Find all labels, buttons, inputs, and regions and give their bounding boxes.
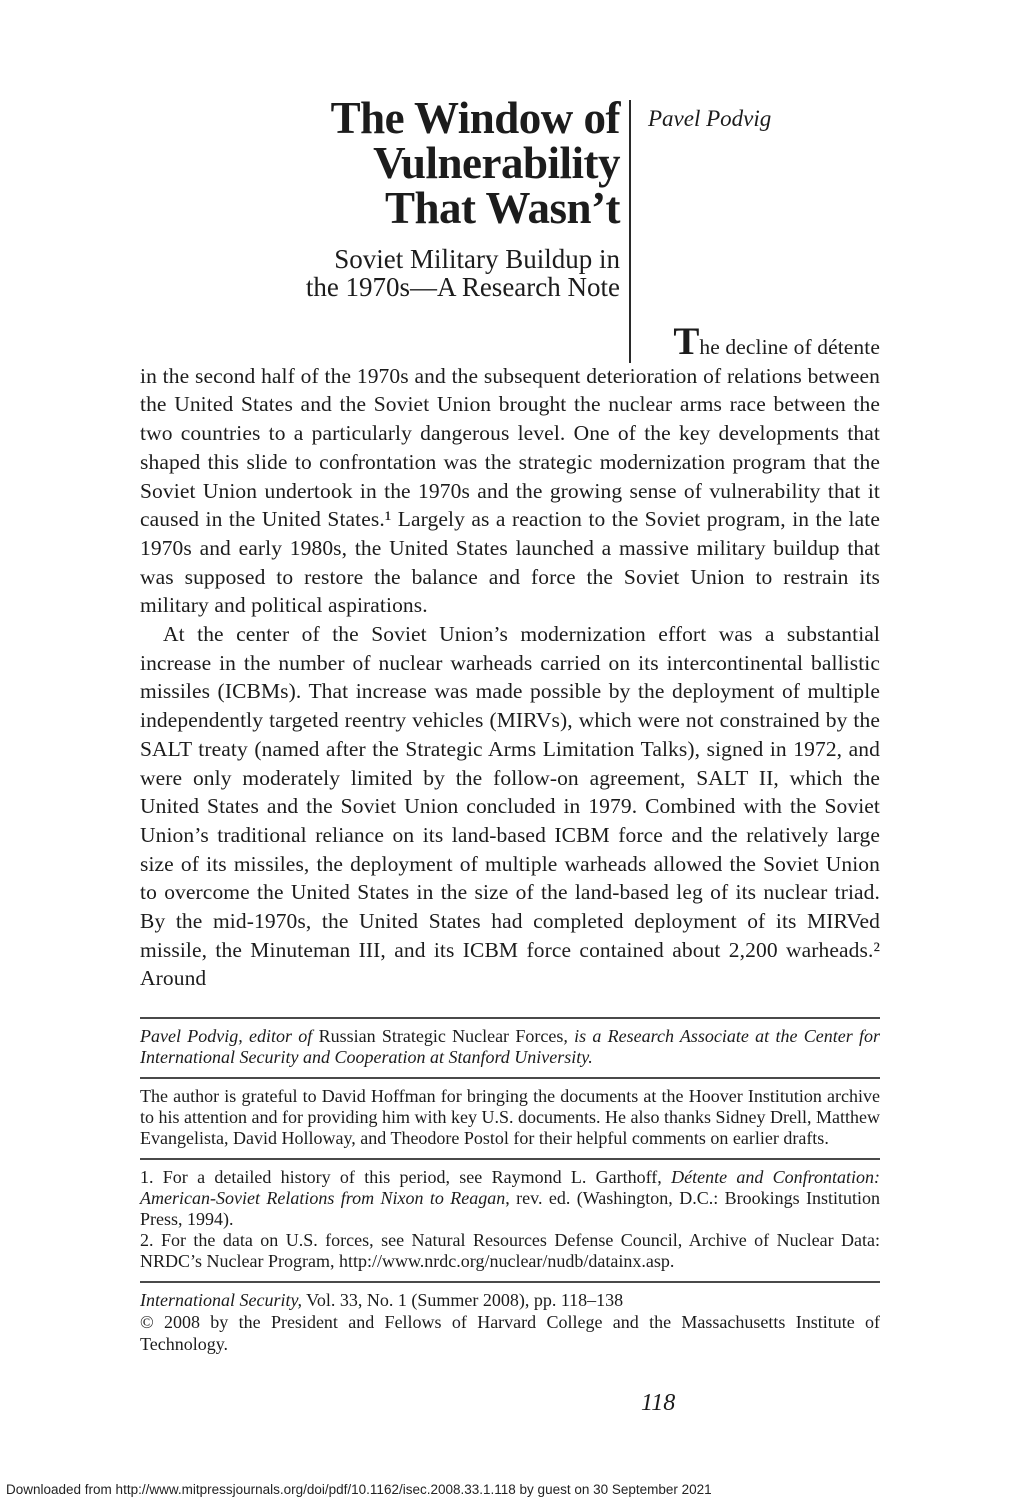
numbered-footnotes <box>140 1167 880 1272</box>
author-bio-note: Pavel Podvig, editor of Russian Strategic Nuclear Forces, is a Research Associate at the Center for International Security and Cooperation at Stanford University. <box>140 1026 880 1067</box>
journal-imprint <box>140 1289 880 1355</box>
separator-rule-3 <box>140 1158 880 1160</box>
download-notice: Downloaded from http://www.mitpressjournals.org/doi/pdf/10.1162/isec.2008.33.1.118 by guest on 30 September 2021 <box>6 1482 712 1497</box>
masthead <box>140 93 620 302</box>
dropcap-initial: T <box>673 320 700 363</box>
journal-citation-line: International Security, Vol. 33, No. 1 (Summer 2008), pp. 118–138 <box>140 1290 624 1310</box>
subtitle-line-2: the 1970s—A Research Note <box>305 272 620 302</box>
article-subtitle <box>140 245 620 301</box>
separator-rule-2 <box>140 1077 880 1079</box>
title-line-2: Vulnerability <box>373 138 620 188</box>
footnote-1: 1. For a detailed history of this period, see Raymond L. Garthoff, Détente and Confrontation: American-Soviet Relations from Nixon to Reagan, rev. ed. (Washington, D.C.: Brookings Institution Press, 1994). <box>140 1167 881 1229</box>
subtitle-line-1: Soviet Military Buildup in <box>334 244 620 274</box>
opening-line <box>140 320 880 363</box>
copyright-line: © 2008 by the President and Fellows of Harvard College and the Massachusetts Institute of Technology. <box>140 1312 880 1354</box>
page-number: 118 <box>641 1390 676 1416</box>
acknowledgment-note: The author is grateful to David Hoffman for bringing the documents at the Hoover Institution archive to his attention and for providing him with key U.S. documents. He also thanks Sidney Drell, Matthew Evangelista, David Holloway, and Theodore Postol for their helpful comments on earlier drafts. <box>140 1086 880 1148</box>
title-line-3: That Wasn’t <box>385 183 620 233</box>
author-name: Pavel Podvig <box>648 106 772 131</box>
title-line-1: The Window of <box>330 93 620 143</box>
body-paragraph-2: At the center of the Soviet Union’s modernization effort was a substantial increase in the number of nuclear warheads carried on its intercontinental ballistic missiles (ICBMs). That increase was made possible by the deployment of multiple independently targeted reentry vehicles (MIRVs), which were not constrained by the SALT treaty (named after the Strategic Arms Limitation Talks), signed in 1972, and were only moderately limited by the follow-on agreement, SALT II, which the United States and the Soviet Union concluded in 1979. Combined with the Soviet Union’s traditional reliance on its land-based ICBM force and the relatively large size of its missiles, the deployment of multiple warheads allowed the Soviet Union to overcome the United States in the size of the land-based leg of its nuclear triad. By the mid-1970s, the United States had completed deployment of its MIRVed missile, the Minuteman III, and its ICBM force contained about 2,200 warheads.² Around <box>140 622 880 991</box>
footnotes-section <box>140 1017 880 1355</box>
footnote-2: 2. For the data on U.S. forces, see Natural Resources Defense Council, Archive of Nuclear Data: NRDC’s Nuclear Program, http://www.nrdc.org/nuclear/nudb/datainx.asp. <box>140 1230 880 1271</box>
separator-rule-4 <box>140 1281 880 1283</box>
opening-line-text: he decline of détente <box>699 335 880 359</box>
title-author-divider-rule <box>629 100 631 363</box>
article-title <box>140 93 620 233</box>
article-body <box>140 320 880 993</box>
body-paragraph-1: in the second half of the 1970s and the subsequent deterioration of relations between the United States and the Soviet Union brought the nuclear arms race between the two countries to a particularly dangerous level. One of the key developments that shaped this slide to confrontation was the strategic modernization program that the Soviet Union undertook in the 1970s and the growing sense of vulnerability that it caused in the United States.¹ Largely as a reaction to the Soviet program, in the late 1970s and early 1980s, the United States launched a massive military buildup that was supposed to restore the balance and force the Soviet Union to restrain its military and political aspirations. <box>140 363 880 618</box>
separator-rule-1 <box>140 1017 880 1019</box>
